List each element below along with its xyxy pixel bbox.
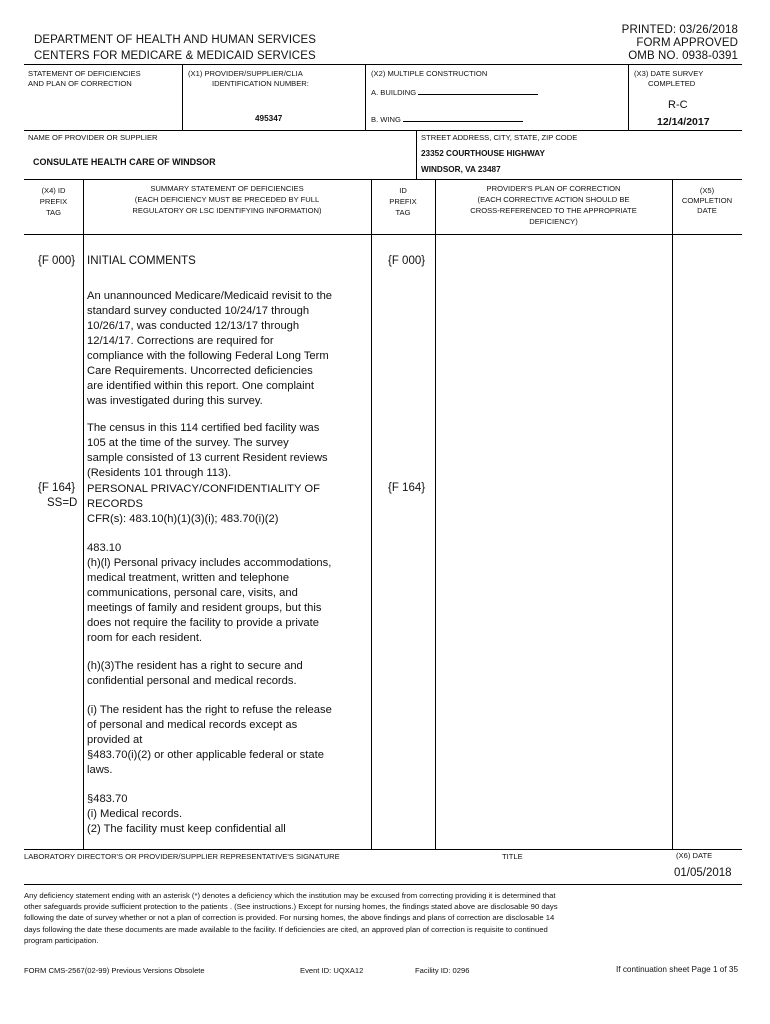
address-line-2: WINDSOR, VA 23487 bbox=[421, 165, 501, 174]
department-title: DEPARTMENT OF HEALTH AND HUMAN SERVICES bbox=[34, 34, 317, 46]
x6-label: (X6) DATE bbox=[676, 851, 713, 860]
rule bbox=[24, 849, 742, 850]
title-label: TITLE bbox=[502, 852, 523, 861]
id-header: TAG bbox=[395, 208, 411, 217]
top-rule bbox=[24, 64, 742, 65]
summary-header: REGULATORY OR LSC IDENTIFYING INFORMATION) bbox=[132, 206, 322, 215]
prefix-tag-left: {F 000} bbox=[38, 255, 76, 267]
x1-label: IDENTIFICATION NUMBER: bbox=[212, 79, 309, 88]
address-label: STREET ADDRESS, CITY, STATE, ZIP CODE bbox=[421, 133, 578, 142]
column-divider bbox=[83, 179, 84, 849]
initial-comments-paragraph: An unannounced Medicare/Medicaid revisit to the standard survey conducted 10/24/17 through 10/26/17, was conducted 12/13/17 through 12/14/17. Corrections are required for compliance with the following Federal Long Term Care Requirements. Uncorrected deficiencies are identified within this report. One complaint was investigated during this survey. bbox=[87, 290, 333, 407]
column-divider bbox=[371, 179, 372, 849]
printed-date: PRINTED: 03/26/2018 bbox=[621, 24, 738, 36]
survey-completed-date: 12/14/2017 bbox=[657, 116, 710, 128]
form-number: FORM CMS-2567(02-99) Previous Versions Obsolete bbox=[24, 966, 205, 975]
disclaimer: Any deficiency statement ending with an asterisk (*) denotes a deficiency which the institution may be excused from correcting providing it is determined that other safeguards provide sufficient protection to the patients . (See instructions.) Except for nursing homes, the findings stated above are disclosable 90 days following the date of survey whether or not a plan of correction is provided. For nursing homes, the above findings and plans of correction are disclosable 14 days following the date these documents are made available to the facility. If deficiencies are cited, an approved plan of correction is requisite to continued program participation. bbox=[24, 891, 558, 945]
summary-header: SUMMARY STATEMENT OF DEFICIENCIES bbox=[150, 184, 304, 193]
id-header: ID bbox=[399, 186, 407, 195]
initial-comments-heading: INITIAL COMMENTS bbox=[87, 255, 196, 267]
prefix-tag-right: {F 164} bbox=[388, 482, 426, 494]
census-paragraph: The census in this 114 certified bed facility was 105 at the time of the survey. The survey sample consisted of 13 current Resident reviews (Residents 101 through 113). bbox=[87, 422, 328, 479]
regulation-paragraph: (i) The resident has the right to refuse the release of personal and medical records except as provided at §483.70(i)(2) or other applicable federal or state laws. bbox=[87, 704, 332, 776]
x4-header: TAG bbox=[45, 208, 62, 217]
provider-name: CONSULATE HEALTH CARE OF WINDSOR bbox=[33, 157, 216, 167]
survey-type: R-C bbox=[668, 99, 688, 111]
x5-header: (X5) bbox=[699, 186, 715, 195]
address-line-1: 23352 COURTHOUSE HIGHWAY bbox=[421, 149, 545, 158]
facility-id: Facility ID: 0296 bbox=[415, 966, 470, 975]
rule bbox=[24, 179, 742, 180]
scope-severity: SS=D bbox=[47, 497, 78, 509]
provider-id: 495347 bbox=[255, 114, 283, 123]
divider bbox=[416, 130, 417, 179]
statement-label: AND PLAN OF CORRECTION bbox=[28, 79, 132, 88]
form-approved: FORM APPROVED bbox=[636, 37, 738, 49]
omb-number: OMB NO. 0938-0391 bbox=[628, 50, 738, 62]
x4-header: PREFIX bbox=[39, 197, 68, 206]
rule bbox=[24, 234, 742, 235]
column-divider bbox=[672, 179, 673, 849]
x3-label: (X3) DATE SURVEY bbox=[634, 69, 704, 78]
prefix-tag-left: {F 164} bbox=[38, 482, 76, 494]
prefix-tag-right: {F 000} bbox=[388, 255, 426, 267]
wing-label: B. WING bbox=[371, 113, 523, 125]
divider bbox=[628, 64, 629, 130]
plan-header: CROSS-REFERENCED TO THE APPROPRIATE bbox=[470, 206, 637, 215]
column-divider bbox=[435, 179, 436, 849]
x4-header: (X4) ID bbox=[41, 186, 66, 195]
f164-title: PERSONAL PRIVACY/CONFIDENTIALITY OF RECORDS CFR(s): 483.10(h)(1)(3)(i); 483.70(i)(2) bbox=[87, 483, 320, 525]
plan-header: (EACH CORRECTIVE ACTION SHOULD BE bbox=[477, 195, 630, 204]
rule bbox=[24, 884, 742, 885]
provider-name-label: NAME OF PROVIDER OR SUPPLIER bbox=[28, 133, 158, 142]
summary-header: (EACH DEFICIENCY MUST BE PRECEDED BY FULL bbox=[134, 195, 320, 204]
id-header: PREFIX bbox=[389, 197, 417, 206]
page-indicator: If continuation sheet Page 1 of 35 bbox=[616, 965, 738, 974]
signature-date: 01/05/2018 bbox=[674, 867, 732, 879]
rule bbox=[24, 130, 742, 131]
statement-label: STATEMENT OF DEFICIENCIES bbox=[28, 69, 141, 78]
plan-header: DEFICIENCY) bbox=[529, 217, 578, 226]
signature-label: LABORATORY DIRECTOR'S OR PROVIDER/SUPPLIER REPRESENTATIVE'S SIGNATURE bbox=[24, 852, 340, 861]
regulation-paragraph: §483.70 (i) Medical records. (2) The facility must keep confidential all bbox=[87, 793, 286, 835]
divider bbox=[365, 64, 366, 130]
x3-label: COMPLETED bbox=[648, 79, 696, 88]
x1-label: (X1) PROVIDER/SUPPLIER/CLIA bbox=[188, 69, 303, 78]
regulation-paragraph: (h)(3)The resident has a right to secure and confidential personal and medical records. bbox=[87, 660, 303, 687]
x2-label: (X2) MULTIPLE CONSTRUCTION bbox=[371, 69, 488, 78]
x5-header: COMPLETION bbox=[681, 196, 733, 205]
x5-header: DATE bbox=[697, 206, 717, 215]
agency-title: CENTERS FOR MEDICARE & MEDICAID SERVICES bbox=[34, 50, 316, 62]
plan-header: PROVIDER'S PLAN OF CORRECTION bbox=[486, 184, 621, 193]
event-id: Event ID: UQXA12 bbox=[300, 966, 364, 975]
divider bbox=[182, 64, 183, 130]
building-label: A. BUILDING bbox=[371, 86, 538, 98]
regulation-paragraph: 483.10 (h)(l) Personal privacy includes accommodations, medical treatment, written and telephone communications, personal care, visits, and meetings of family and resident groups, but this does not require the facility to provide a private room for each resident. bbox=[87, 542, 332, 644]
